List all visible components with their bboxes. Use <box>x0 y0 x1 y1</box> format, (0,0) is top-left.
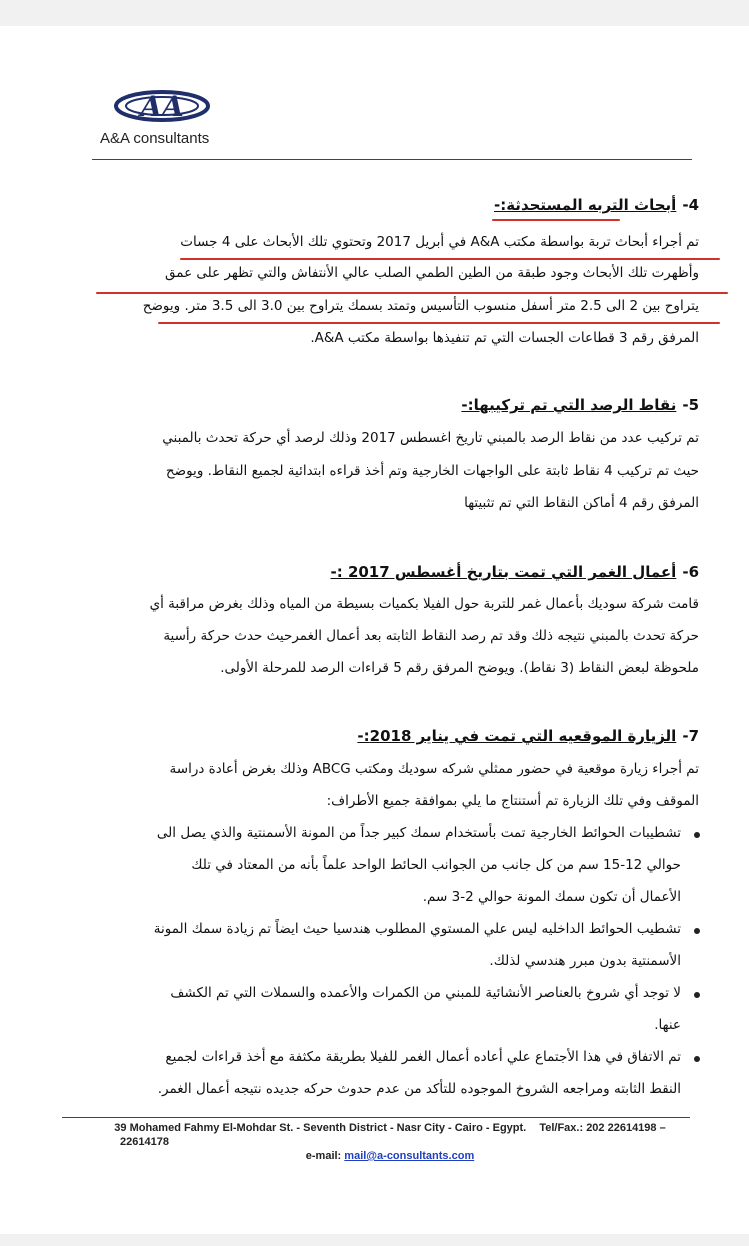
section-5-line-3: المرفق رقم 4 أماكن النقاط التي تم تثبيتها <box>464 495 699 511</box>
brand-name: A&A consultants <box>100 130 210 147</box>
bullet-2-line-1: تشطيب الحوائط الداخليه ليس علي المستوي المطلوب هندسيا حيث ايضاً تم زيادة سمك المونة <box>153 921 681 937</box>
bullet-dot-1 <box>694 832 700 838</box>
header-divider <box>92 159 692 160</box>
bottom-margin <box>0 1234 749 1246</box>
footer-tel-value: 202 22614198 – <box>586 1122 666 1134</box>
section-6-line-1: قامت شركة سوديك بأعمال غمر للتربة حول الفيلا بكميات بسيطة من المياه وذلك بغرض مراقبة أي <box>149 596 699 612</box>
section-4-line-3: يتراوح بين 2 الى 2.5 متر أسفل منسوب التأسيس وتمتد بسمك يتراوح بين 3.0 الى 3.5 متر. ويوضح <box>142 298 699 314</box>
section-6-line-3: ملحوظة لبعض النقاط (3 نقاط). ويوضح المرفق رقم 5 قراءات الرصد للمرحلة الأولى. <box>220 660 699 676</box>
section-5-line-1: تم تركيب عدد من نقاط الرصد بالمبني تاريخ اغسطس 2017 وذلك لرصد أي حركة تحدث بالمبني <box>162 430 699 446</box>
bullet-dot-3 <box>694 992 700 998</box>
bullet-4-line-2: النقط الثابته ومراجعه الشروخ الموجوده للتأكد من عدم حدوث حركه جديده نتيجه أعمال الغمر. <box>157 1081 681 1097</box>
section-7-heading <box>357 727 699 745</box>
section-6-heading <box>330 563 699 581</box>
footer-divider <box>62 1117 690 1118</box>
footer-tel-label: Tel/Fax.: <box>539 1122 584 1134</box>
bullet-3-line-1: لا توجد أي شروخ بالعناصر الأنشائية للمبني من الكمرات والأعمده والسملات التي تم الكشف <box>170 985 681 1001</box>
section-4-line-2: وأظهرت تلك الأبحاث وجود طبقة من الطين الطمي الصلب عالي الأنتفاش والتي تظهر على عمق <box>165 265 699 281</box>
logo-mark-text: AA <box>140 90 184 123</box>
bullet-1-line-3: الأعمال أن تكون سمك المونة حوالي 2-3 سم. <box>422 889 681 905</box>
section-7-line-2: الموقف وفي تلك الزيارة تم أستنتاج ما يلي بموافقة جميع الأطراف: <box>326 793 699 809</box>
annotation-underline-title <box>492 219 620 221</box>
footer-tel-value-2: 22614178 <box>120 1136 169 1148</box>
bullet-1-line-2: حوالي 12-15 سم من كل جانب من الجوانب الحائط الواحد علماً بأنه من المعتاد في تلك <box>191 857 681 873</box>
section-5-number: 5- <box>682 396 699 414</box>
section-6-number: 6- <box>682 563 699 581</box>
section-4-line-1: تم أجراء أبحاث تربة بواسطة مكتب A&A في أبريل 2017 وتحتوي تلك الأبحاث على 4 جسات <box>180 234 699 250</box>
footer-email-label: e-mail: <box>305 1150 342 1162</box>
bullet-1-line-1: تشطيبات الحوائط الخارجية تمت بأستخدام سمك كبير جداً من المونة الأسمنتية والذي يصل الى <box>156 825 681 841</box>
section-6-title: أعمال الغمر التي تمت بتاريخ أغسطس 2017 :- <box>330 563 677 581</box>
annotation-underline-3 <box>158 322 720 324</box>
footer-tel-line-2 <box>90 1136 169 1148</box>
section-7-title: الزيارة الموقعيه التي تمت في يناير 2018:- <box>357 727 677 745</box>
footer-address: 39 Mohamed Fahmy El-Mohdar St. - Seventh District - Nasr City - Cairo - Egypt. <box>114 1122 527 1134</box>
section-4-number: 4- <box>682 196 699 214</box>
section-4-heading <box>494 196 699 214</box>
footer-email-line <box>90 1150 690 1162</box>
bullet-dot-2 <box>694 928 700 934</box>
footer-email-link[interactable]: mail@a-consultants.com <box>344 1150 475 1162</box>
bullet-dot-4 <box>694 1056 700 1062</box>
bullet-3-line-2: عنها. <box>654 1017 681 1033</box>
section-6-line-2: حركة تحدث بالمبني نتيجه ذلك وقد تم رصد النقاط الثابته بعد أعمال الغمرحيث حدث حركة رأسية <box>163 628 699 644</box>
footer-address-line <box>90 1122 690 1134</box>
section-5-heading <box>461 396 699 414</box>
section-7-line-1: تم أجراء زيارة موقعية في حضور ممثلي شركه سوديك ومكتب ABCG وذلك بغرض أعادة دراسة <box>169 761 699 777</box>
section-7-number: 7- <box>682 727 699 745</box>
section-4-line-4: المرفق رقم 3 قطاعات الجسات التي تم تنفيذها بواسطة مكتب A&A. <box>310 330 699 346</box>
annotation-underline-2 <box>96 292 728 294</box>
section-4-title: أبحاث التربه المستحدثة:- <box>493 196 677 214</box>
section-5-title: نقاط الرصد التي تم تركيبها:- <box>461 396 677 414</box>
bullet-4-line-1: تم الاتفاق في هذا الأجتماع علي أعاده أعمال الغمر للفيلا بطريقة مكثفة مع أخذ قراءات لجميع <box>165 1049 681 1065</box>
section-5-line-2: حيث تم تركيب 4 نقاط ثابتة على الواجهات الخارجية وتم أخذ قراءه ابتدائية لجميع النقاط. ويوضح <box>165 463 699 479</box>
top-margin <box>0 0 749 26</box>
bullet-2-line-2: الأسمنتية بدون مبرر هندسي لذلك. <box>489 953 681 969</box>
annotation-underline-1 <box>180 258 720 260</box>
